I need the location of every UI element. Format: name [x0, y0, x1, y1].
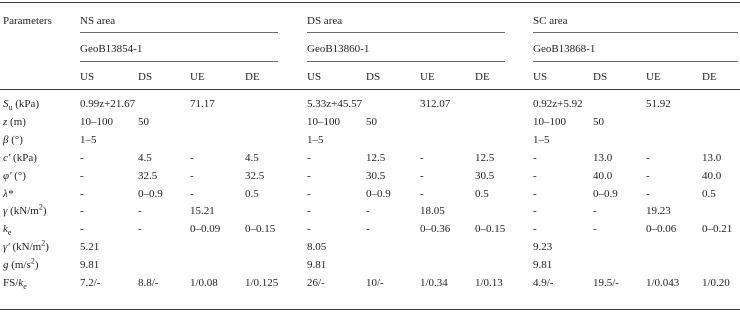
parameter-unit-close: ) — [45, 241, 49, 253]
table-cell: 7.2/- — [80, 277, 101, 289]
sample-rule-sc — [533, 61, 738, 62]
table-cell: 0–0.9 — [366, 188, 391, 200]
parameter-unit: (kPa) — [12, 98, 40, 110]
table-cell: 9.81 — [533, 259, 553, 271]
parameter-subscript: e — [23, 282, 27, 292]
parameter-label — [3, 202, 47, 218]
table-cell: - — [646, 152, 650, 164]
table-cell: 13.0 — [593, 152, 613, 164]
parameter-symbol: γ′ — [3, 241, 10, 253]
table-cell: - — [80, 170, 84, 182]
subcolumn-header: DS — [593, 71, 608, 83]
table-cell: 10–100 — [80, 116, 113, 128]
parameter-symbol: λ* — [3, 188, 14, 200]
parameter-superscript: 2 — [30, 256, 35, 266]
table-cell: 5.21 — [80, 241, 100, 253]
parameter-label — [3, 277, 27, 290]
table-cell: 0.5 — [702, 188, 716, 200]
area-rule-ds — [307, 32, 505, 33]
table-cell: 4.9/- — [533, 277, 554, 289]
table-cell: 9.81 — [80, 259, 100, 271]
table-cell: 312.07 — [420, 98, 451, 110]
parameter-label — [3, 152, 37, 165]
parameter-symbol-2: k — [18, 277, 24, 289]
table-cell: 1/0.13 — [475, 277, 503, 289]
table-cell: 50 — [593, 116, 604, 128]
table-cell: 30.5 — [366, 170, 386, 182]
subcolumn-header: DE — [702, 71, 717, 83]
parameter-symbol: β — [3, 134, 9, 146]
table-cell: - — [593, 223, 597, 235]
table-cell: 0.92z+5.92 — [533, 98, 583, 110]
subcolumn-header: UE — [420, 71, 435, 83]
table-cell: 30.5 — [475, 170, 495, 182]
parameter-unit-close: ) — [34, 259, 39, 271]
table-cell: - — [420, 188, 424, 200]
table-top-rule — [0, 2, 740, 3]
table-cell: 19.23 — [646, 205, 671, 217]
area-header-ns: NS area — [80, 15, 116, 27]
parameter-unit: (kN/m — [7, 205, 39, 217]
area-header-ds: DS area — [307, 15, 343, 27]
table-cell: 19.5/- — [593, 277, 619, 289]
table-cell: 0.5 — [475, 188, 489, 200]
parameter-symbol: φ′ — [3, 170, 12, 182]
table-cell: - — [80, 223, 84, 235]
table-cell: - — [533, 188, 537, 200]
table-cell: - — [366, 223, 370, 235]
subcolumn-header: US — [533, 71, 548, 83]
parameter-symbol: z — [3, 116, 8, 128]
subcolumn-header: DS — [138, 71, 153, 83]
parameter-subscript: u — [8, 103, 13, 113]
subcolumn-header: US — [80, 71, 95, 83]
parameter-label — [3, 238, 49, 254]
parameter-symbol: FS/ — [3, 277, 19, 289]
table-cell: - — [533, 223, 537, 235]
table-cell: 4.5 — [245, 152, 259, 164]
table-cell: - — [80, 205, 84, 217]
table-cell: 1/0.08 — [190, 277, 218, 289]
table-cell: 1/0.20 — [702, 277, 730, 289]
table-cell: 32.5 — [245, 170, 265, 182]
table-cell: - — [420, 170, 424, 182]
table-cell: - — [138, 223, 142, 235]
parameters-header: Parameters — [3, 15, 52, 27]
table-cell: - — [307, 170, 311, 182]
area-rule-ns — [80, 32, 278, 33]
table-cell: 13.0 — [702, 152, 722, 164]
table-cell: 1–5 — [533, 134, 550, 146]
table-cell: - — [533, 152, 537, 164]
table-cell: 15.21 — [190, 205, 215, 217]
parameter-label — [3, 98, 39, 111]
table-cell: - — [307, 188, 311, 200]
parameter-label — [3, 188, 13, 201]
table-cell: 10/- — [366, 277, 384, 289]
table-cell: 8.8/- — [138, 277, 159, 289]
table-cell: 8.05 — [307, 241, 327, 253]
parameter-unit: (°) — [8, 134, 23, 146]
table-cell: - — [420, 152, 424, 164]
table-cell: - — [366, 205, 370, 217]
table-cell: - — [190, 170, 194, 182]
parameter-unit: (kPa) — [10, 152, 37, 164]
table-cell: - — [190, 188, 194, 200]
parameter-symbol: g — [3, 259, 9, 271]
table-cell: - — [593, 205, 597, 217]
table-bottom-rule — [0, 309, 740, 310]
subcolumn-header: DS — [366, 71, 381, 83]
table-cell: 1/0.125 — [245, 277, 279, 289]
table-cell: 1–5 — [80, 134, 97, 146]
table-cell: - — [307, 152, 311, 164]
table-cell: - — [646, 188, 650, 200]
table-cell: 50 — [366, 116, 377, 128]
parameter-unit-close: ) — [42, 205, 47, 217]
subcolumn-header: US — [307, 71, 322, 83]
sample-id-sc: GeoB13868-1 — [533, 43, 596, 55]
table-cell: 71.17 — [190, 98, 215, 110]
parameter-unit: (m/s — [8, 259, 31, 271]
subcolumn-header: DE — [475, 71, 490, 83]
table-cell: - — [533, 170, 537, 182]
table-cell: 5.33z+45.57 — [307, 98, 363, 110]
subcolumn-header: DE — [245, 71, 260, 83]
subcolumn-header: UE — [190, 71, 205, 83]
parameter-symbol: S — [3, 98, 9, 110]
table-cell: 12.5 — [366, 152, 386, 164]
table-cell: - — [307, 223, 311, 235]
parameter-symbol: k — [3, 223, 8, 235]
table-cell: 1–5 — [307, 134, 324, 146]
table-cell: 26/- — [307, 277, 325, 289]
table-cell: 18.05 — [420, 205, 445, 217]
subcolumn-header: UE — [646, 71, 661, 83]
parameter-unit: (m) — [7, 116, 26, 128]
table-cell: 10–100 — [533, 116, 566, 128]
table-cell: - — [533, 205, 537, 217]
table-cell: - — [307, 205, 311, 217]
table-cell: 0.5 — [245, 188, 259, 200]
table-cell: - — [80, 188, 84, 200]
parameter-label — [3, 170, 26, 183]
table-cell: - — [80, 152, 84, 164]
parameter-subscript: e — [7, 228, 12, 238]
sample-id-ds: GeoB13860-1 — [307, 43, 370, 55]
table-cell: 1/0.043 — [646, 277, 680, 289]
table-cell: 9.23 — [533, 241, 553, 253]
table-cell: 0–0.15 — [475, 223, 506, 235]
table-cell: - — [190, 152, 194, 164]
table-cell: 40.0 — [593, 170, 613, 182]
table-cell: 0–0.15 — [245, 223, 276, 235]
parameter-symbol: γ — [3, 205, 8, 217]
table-cell: 0–0.09 — [190, 223, 221, 235]
table-cell: - — [646, 170, 650, 182]
parameter-label — [3, 223, 11, 236]
table-cell: 51.92 — [646, 98, 671, 110]
header-bottom-rule — [0, 89, 740, 90]
table-cell: 0–0.9 — [593, 188, 618, 200]
table-cell: 0–0.06 — [646, 223, 677, 235]
table-cell: 10–100 — [307, 116, 340, 128]
table-cell: 0.99z+21.67 — [80, 98, 136, 110]
parameter-label — [3, 256, 39, 272]
area-header-sc: SC area — [533, 15, 568, 27]
table-cell: 12.5 — [475, 152, 495, 164]
table-cell: 1/0.34 — [420, 277, 448, 289]
parameter-label — [3, 134, 23, 147]
sample-rule-ns — [80, 61, 278, 62]
table-cell: 32.5 — [138, 170, 158, 182]
sample-rule-ds — [307, 61, 505, 62]
table-cell: 9.81 — [307, 259, 327, 271]
table-cell: 50 — [138, 116, 149, 128]
parameter-label — [3, 116, 26, 129]
area-rule-sc — [533, 32, 738, 33]
table-cell: 4.5 — [138, 152, 152, 164]
parameter-unit: (kN/m — [9, 241, 42, 253]
parameter-superscript: 2 — [38, 202, 43, 212]
table-cell: 0–0.21 — [702, 223, 733, 235]
table-cell: - — [138, 205, 142, 217]
table-cell: 0–0.9 — [138, 188, 163, 200]
table-cell: 40.0 — [702, 170, 722, 182]
parameter-unit: (°) — [11, 170, 26, 182]
parameter-superscript: 2 — [41, 238, 46, 248]
sample-id-ns: GeoB13854-1 — [80, 43, 143, 55]
parameter-symbol: c′ — [3, 152, 11, 164]
table-cell: 0–0.36 — [420, 223, 451, 235]
